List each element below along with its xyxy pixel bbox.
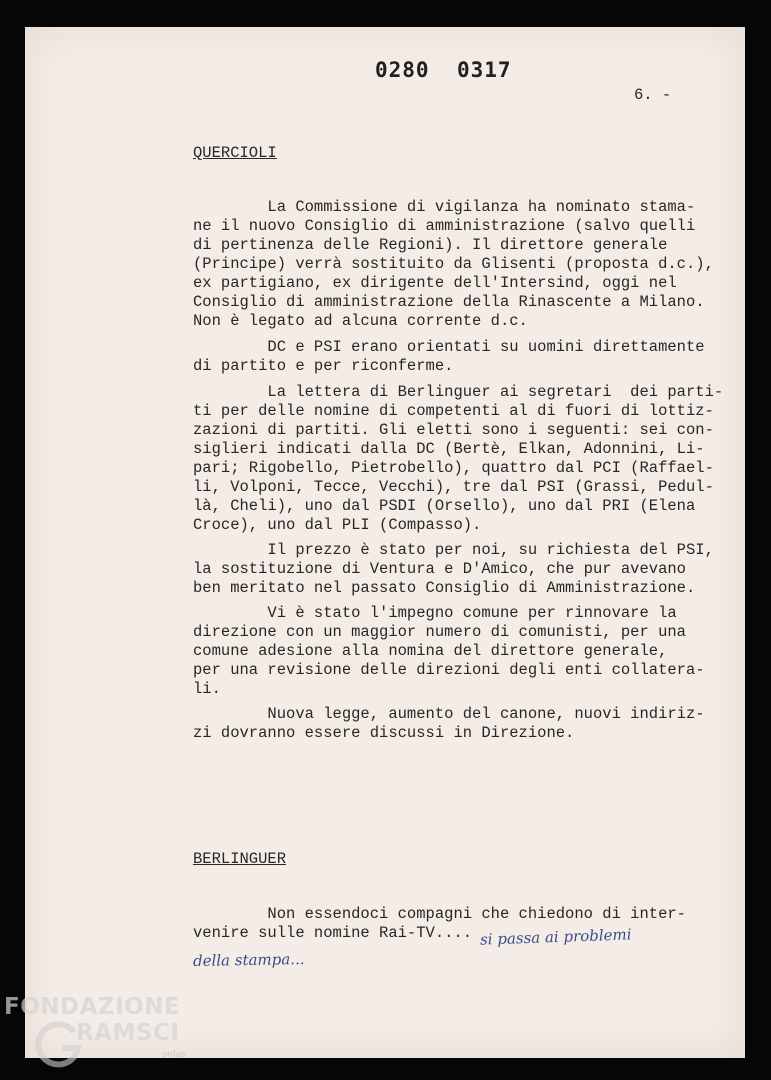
watermark-line1: FONDAZIONE xyxy=(4,994,181,1020)
paragraph: La lettera di Berlinguer ai segretari dei parti- ti per delle nomine di competenti al di fuori di lottiz- zazioni di partiti. Gli eletti sono i seguenti: sei con- siglieri indicati dalla DC (Bertè, Elkan, Adonnini, Li- pari; Rigobello, Pietrobello), quattro dal PCI (Raffael- li, Volponi, Tecce, Vecchi), tre dal PSI (Grassi, Pedul- là, Cheli), uno dal PSDI (Orsello), uno dal PRI (Elena Croce), uno dal PLI (Compasso). xyxy=(193,383,724,534)
paragraph: DC e PSI erano orientati su uomini direttamente di partito e per riconferme. xyxy=(193,338,705,375)
page-number: 6. - xyxy=(634,86,672,104)
paragraph: Il prezzo è stato per noi, su richiesta del PSI, la sostituzione di Ventura e D'Amico, che pur avevano ben meritato nel passato Consiglio di Amministrazione. xyxy=(193,541,714,597)
section-heading-quercioli: QUERCIOLI xyxy=(193,144,277,162)
paragraph: Non essendoci compagni che chiedono di inter- venire sulle nomine Rai-TV.... xyxy=(193,905,686,942)
watermark-line3: onlus xyxy=(162,1050,187,1060)
watermark-logo xyxy=(4,990,194,1080)
handwritten-note-line1: si passa ai problemi xyxy=(479,925,632,949)
paragraph: Nuova legge, aumento del canone, nuovi indiriz- zi dovranno essere discussi in Direzione. xyxy=(193,705,705,742)
section-heading-berlinguer: BERLINGUER xyxy=(193,850,287,868)
paragraph: Vi è stato l'impegno comune per rinnovare la direzione con un maggior numero di comunisti, per una comune adesione alla nomina del direttore generale, per una revisione delle direzioni degli enti collatera- li. xyxy=(193,604,705,698)
handwritten-note-line2: della stampa... xyxy=(192,950,305,970)
paragraph: La Commissione di vigilanza ha nominato stama- ne il nuovo Consiglio di amministrazione (salvo quelli di pertinenza delle Regioni). Il direttore generale (Principe) verrà sostituito da Glisenti (proposta d.c.), ex partigiano, ex dirigente dell'Intersind, oggi nel Consiglio di amministrazione della Rinascente a Milano. Non è legato ad alcuna corrente d.c. xyxy=(193,198,714,330)
stamp-number-left: 0280 xyxy=(375,58,430,82)
stamp-number-right: 0317 xyxy=(457,58,512,82)
watermark-line2: RAMSCI xyxy=(76,1020,180,1046)
